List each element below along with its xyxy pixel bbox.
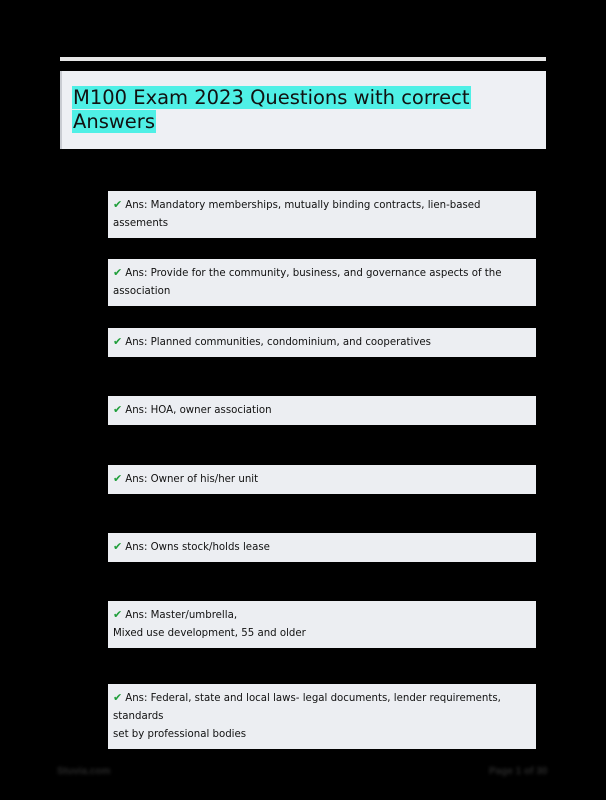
answer-text: Ans: Owns stock/holds lease bbox=[125, 542, 270, 553]
answer-text: Ans: Provide for the community, business, and governance aspects of the association bbox=[113, 268, 502, 297]
check-mark-icon: ✔ bbox=[113, 472, 123, 485]
answer-item bbox=[108, 601, 536, 648]
check-mark-icon: ✔ bbox=[113, 335, 123, 348]
answer-text: Ans: Owner of his/her unit bbox=[125, 474, 259, 485]
check-mark-icon: ✔ bbox=[113, 691, 123, 704]
answer-text: Ans: Mandatory memberships, mutually binding contracts, lien-based assements bbox=[113, 200, 481, 229]
check-mark-icon: ✔ bbox=[113, 540, 123, 553]
top-divider bbox=[60, 57, 546, 61]
answer-item bbox=[108, 328, 536, 357]
answer-item bbox=[108, 396, 536, 425]
answer-item bbox=[108, 259, 536, 306]
answer-text-continued: Mixed use development, 55 and older bbox=[113, 628, 306, 639]
answer-text: Ans: Planned communities, condominium, and cooperatives bbox=[125, 337, 431, 348]
answer-text: Ans: Master/umbrella, bbox=[125, 610, 238, 621]
check-mark-icon: ✔ bbox=[113, 266, 123, 279]
check-mark-icon: ✔ bbox=[113, 198, 123, 211]
footer-site-link[interactable]: Stuvia.com bbox=[57, 766, 111, 777]
answer-item bbox=[108, 191, 536, 238]
answer-item bbox=[108, 533, 536, 562]
answer-text-continued: set by professional bodies bbox=[113, 729, 247, 740]
title-box bbox=[60, 71, 546, 149]
answer-item bbox=[108, 465, 536, 494]
answer-text: Ans: HOA, owner association bbox=[125, 405, 272, 416]
footer-page-number: Page 1 of 30 bbox=[489, 766, 548, 777]
check-mark-icon: ✔ bbox=[113, 608, 123, 621]
answer-item bbox=[108, 684, 536, 749]
answer-text: Ans: Federal, state and local laws- legal documents, lender requirements, standards bbox=[113, 693, 501, 722]
page-title: M100 Exam 2023 Questions with correct Answers bbox=[73, 86, 470, 133]
check-mark-icon: ✔ bbox=[113, 403, 123, 416]
